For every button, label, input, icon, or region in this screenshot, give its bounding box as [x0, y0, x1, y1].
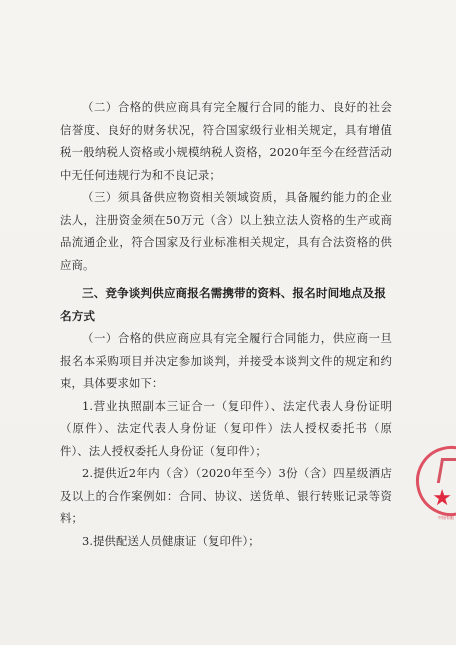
document-body: [60, 96, 392, 552]
list-item-2: 2.提供近2年内（含）（2020年至今）3份（含）四星级酒店及以上的合作案例如：合同、协议、送货单、银行转账记录等资料；: [60, 466, 392, 525]
section-heading-3: 三、竞争谈判供应商报名需携带的资料、报名时间地点及报名方式: [60, 286, 387, 323]
seal-star-icon: ★: [432, 486, 452, 511]
list-item-1: 1.营业执照副本三证合一（复印件）、法定代表人身份证明（原件）、法定代表人身份证（复印件）法人授权委托书（原件）、法人授权委托人身份证（复印件）；: [60, 398, 392, 458]
paragraph-qualification-3: （三）须具备供应物资相关领域资质，具备履约能力的企业法人，注册资金须在50万元（含）以上独立法人资格的生产或商品流通企业，符合国家及行业标准相关规定，具有合法资格的供应商。: [60, 190, 392, 272]
paragraph-qualification-2: （二）合格的供应商具有完全履行合同的能力、良好的社会信誉度、良好的财务状况，符合国家级行业相关规定，具有增值税一般纳税人资格或小规模纳税人资格，2020年至今在经营活动中无任何违规行为和不良记录；: [60, 100, 392, 182]
list-item-3: 3.提供配送人员健康证（复印件）；: [82, 533, 260, 548]
paragraph-requirement-1: （一）合格的供应商应具有完全履行合同能力，供应商一旦报名本采购项目并决定参加谈判，并接受本谈判文件的规定和约束，具体要求如下：: [60, 331, 392, 390]
seal-text: 中国有限: [438, 515, 454, 520]
seal-arc-mark: [437, 458, 456, 483]
